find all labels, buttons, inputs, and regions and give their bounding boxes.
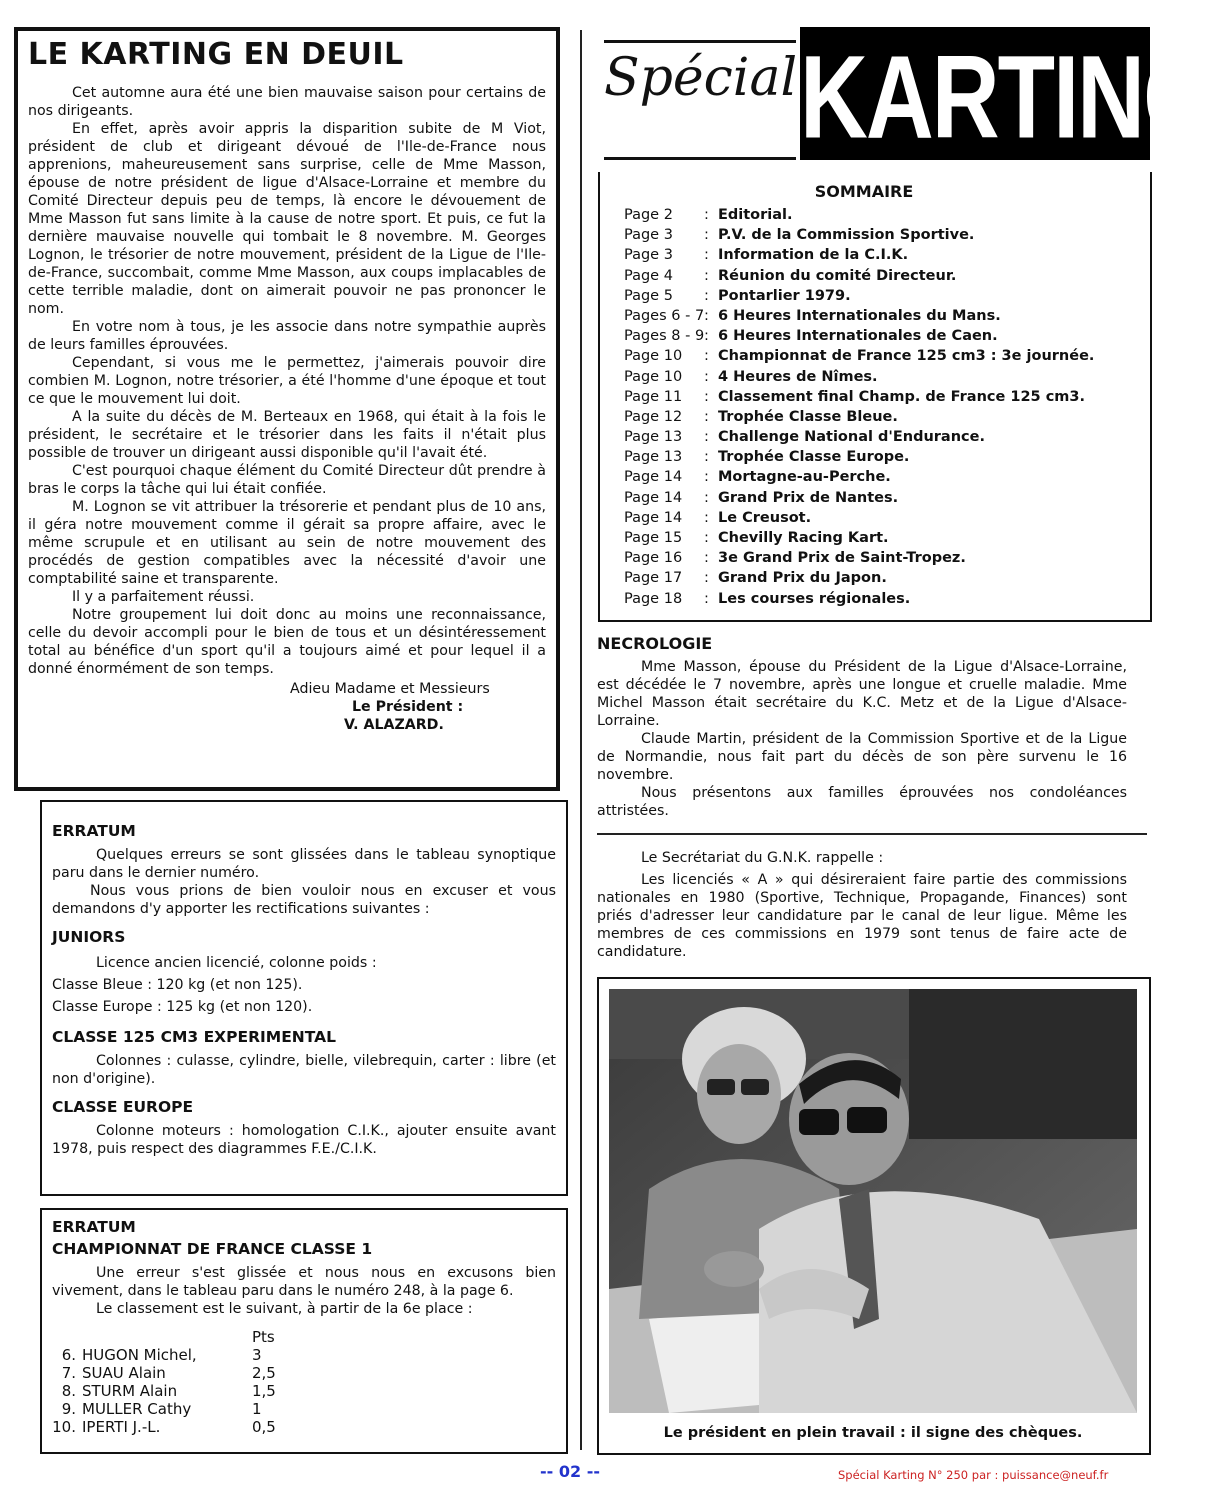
sommaire-title-entry: Grand Prix de Nantes.: [718, 489, 899, 506]
sommaire-title-entry: Mortagne-au-Perche.: [718, 469, 891, 486]
sommaire-page: Page 12: [624, 408, 683, 425]
sommaire-item: Page 13 : Challenge National d'Endurance.: [624, 429, 1094, 449]
sommaire-title-entry: 3e Grand Prix de Saint-Tropez.: [718, 550, 966, 567]
header-rule: [604, 40, 796, 43]
sommaire-item: Page 3 : Information de la C.I.K.: [624, 247, 1094, 267]
sommaire-item: Page 14 : Le Creusot.: [624, 510, 1094, 530]
photo-president-signing: [609, 989, 1137, 1413]
sommaire-item: Page 17 : Grand Prix du Japon.: [624, 570, 1094, 590]
paragraph: Claude Martin, président de la Commission Sportive et de la Ligue de Normandie, nous fait part du décès de son père survenu le 16 novembre.: [597, 731, 1127, 783]
paragraph: Il y a parfaitement réussi.: [72, 589, 255, 605]
paragraph: Notre groupement lui doit donc au moins une reconnaissance, celle du devoir accompli pour le bien de tous et un désintéressement total au bénéfice d'un sport qu'il a toujours aimé et pour lequel il a donné énormément de son temps.: [28, 607, 546, 677]
sommaire-title-entry: Trophée Classe Europe.: [718, 449, 910, 466]
sommaire-title-entry: Les courses régionales.: [718, 590, 911, 607]
sommaire-page: Page 17: [624, 570, 683, 587]
text-line: Classe Europe : 125 kg (et non 120).: [52, 999, 313, 1015]
sommaire-page: Page 5: [624, 287, 673, 304]
sommaire-page: Pages 6 - 7: [624, 307, 705, 324]
signature-name: V. ALAZARD.: [344, 717, 444, 733]
ranking-table: [52, 1328, 556, 1436]
sommaire-title-entry: 6 Heures Internationales de Caen.: [718, 328, 998, 345]
farewell: Adieu Madame et Messieurs: [290, 681, 490, 697]
sommaire-title-entry: Trophée Classe Bleue.: [718, 408, 898, 425]
sommaire-title-entry: Information de la C.I.K.: [718, 247, 909, 264]
sommaire-item: Page 16 : 3e Grand Prix de Saint-Tropez.: [624, 550, 1094, 570]
table-row: 6. HUGON Michel, 3: [61, 1346, 262, 1364]
sommaire-item: Page 13 : Trophée Classe Europe.: [624, 449, 1094, 469]
sommaire-page: Page 18: [624, 590, 683, 607]
sommaire-item: Page 10 : Championnat de France 125 cm3 : 3e journée.: [624, 348, 1094, 368]
sommaire-item: Pages 8 - 9 : 6 Heures Internationales de Caen.: [624, 328, 1094, 348]
sommaire-page: Page 10: [624, 348, 683, 365]
column-divider: [580, 30, 582, 1450]
paragraph: En effet, après avoir appris la disparition subite de M Viot, président de club et dirigeant dévoué de l'Ile-de-France nous apprenions, maheureusement sans surprise, celle de Mme Masson, épouse de notre président de ligue d'Alsace-Lorraine et membre du Comité Directeur depuis peu de temps, là encore le dévouement de Mme Masson fut sans limite à la cause de notre sport. Et puis, ce fut la dernière mauvaise nouvelle qui tombait le 8 novembre. M. Georges Lognon, le trésorier de notre mouvement, président de la Ligue de l'Ile-de-France, succombait, comme Mme Masson, aux coups implacables de cette terrible maladie, dont on aimerait pouvoir ne pas prononcer le nom.: [28, 121, 546, 317]
article-body: [28, 84, 546, 734]
paragraph: Colonne moteurs : homologation C.I.K., ajouter ensuite avant 1978, puis respect des diagrammes F.E./C.I.K.: [52, 1123, 556, 1157]
text-line: Classe Bleue : 120 kg (et non 125).: [52, 977, 303, 993]
sommaire-item: Page 2 : Editorial.: [624, 207, 1094, 227]
paragraph: Cet automne aura été une bien mauvaise saison pour certains de nos dirigeants.: [28, 85, 546, 119]
section-title-juniors: JUNIORS: [52, 928, 126, 946]
paragraph: Mme Masson, épouse du Président de la Ligue d'Alsace-Lorraine, est décédée le 7 novembre, après une longue et cruelle maladie. Mme Michel Masson était secrétaire du K.C. Metz et de la Ligue d'Alsace-Lorraine.: [597, 659, 1127, 729]
sommaire-list: [624, 207, 1094, 611]
footer-credit: Spécial Karting N° 250 par : puissance@neuf.fr: [838, 1468, 1109, 1482]
gnk-notice: [597, 849, 1127, 961]
sommaire-title-entry: Challenge National d'Endurance.: [718, 429, 985, 446]
sommaire-title-entry: Pontarlier 1979.: [718, 287, 851, 304]
sommaire-title-entry: Grand Prix du Japon.: [718, 570, 887, 587]
article-karting-en-deuil: [14, 27, 560, 791]
sommaire-page: Page 14: [624, 469, 683, 486]
text-line: Licence ancien licencié, colonne poids :: [96, 955, 377, 971]
paragraph: Les licenciés « A » qui désireraient faire partie des commissions nationales en 1980 (Sportive, Technique, Propagande, Finances) sont priés d'adresser leur candidature par le canal de leur ligue. Même les membres de ces commissions en 1979 sont tenus de faire acte de candidature.: [597, 872, 1127, 960]
paragraph: Le classement est le suivant, à partir de la 6e place :: [96, 1301, 473, 1317]
sommaire-item: Page 14 : Mortagne-au-Perche.: [624, 469, 1094, 489]
table-row: 7. SUAU Alain 2,5: [61, 1364, 276, 1382]
erratum-box-2: [40, 1208, 568, 1454]
sommaire-title-entry: Editorial.: [718, 207, 793, 223]
erratum-box-1: [40, 800, 568, 1196]
sommaire-item: Page 18 : Les courses régionales.: [624, 591, 1094, 611]
sommaire-page: Page 15: [624, 530, 683, 546]
sommaire-item: Page 4 : Réunion du comité Directeur.: [624, 268, 1094, 288]
header-special: Spécial: [604, 48, 798, 108]
photo-caption: Le président en plein travail : il signe des chèques.: [663, 1425, 1083, 1441]
sommaire-page: Page 13: [624, 429, 683, 446]
signature-role: Le Président :: [352, 699, 464, 715]
sommaire-page: Page 13: [624, 449, 683, 466]
paragraph: C'est pourquoi chaque élément du Comité Directeur dût prendre à bras le corps la tâche qui lui était confiée.: [28, 463, 546, 497]
sommaire-page: Page 3: [624, 247, 673, 264]
paragraph: M. Lognon se vit attribuer la trésorerie et pendant plus de 10 ans, il géra notre mouvement comme il gérait sa propre affaire, avec le même scrupule et en utilisant au sein de notre mouvement des procédés de gestion compatibles avec la nécessité d'avoir une comptabilité saine et transparente.: [28, 499, 546, 587]
section-divider: [597, 833, 1147, 835]
paragraph: Quelques erreurs se sont glissées dans le tableau synoptique paru dans le dernier numéro.: [52, 847, 556, 881]
article-title: LE KARTING EN DEUIL: [28, 37, 404, 72]
section-title-europe: CLASSE EUROPE: [52, 1098, 194, 1116]
sommaire-item: Page 5 : Pontarlier 1979.: [624, 288, 1094, 308]
sommaire-page: Page 10: [624, 368, 683, 385]
sommaire-page: Page 2: [624, 207, 673, 223]
page-number: -- 02 --: [540, 1462, 600, 1481]
header-rule: [604, 157, 796, 160]
paragraph: Colonnes : culasse, cylindre, bielle, vilebrequin, carter : libre (et non d'origine).: [52, 1053, 556, 1087]
necrologie-title: NECROLOGIE: [597, 634, 713, 653]
sommaire-title-entry: P.V. de la Commission Sportive.: [718, 227, 975, 244]
paragraph: Nous vous prions de bien vouloir nous en excuser et vous demandons d'y apporter les rectifications suivantes :: [52, 883, 556, 917]
paragraph: En votre nom à tous, je les associe dans notre sympathie auprès de leurs familles éprouvées.: [28, 319, 546, 353]
sommaire-title: SOMMAIRE: [814, 182, 914, 201]
header-karting: KARTING: [800, 31, 1214, 163]
points-header: Pts: [252, 1328, 275, 1346]
sommaire-item: Page 10 : 4 Heures de Nîmes.: [624, 369, 1094, 389]
sommaire-page: Page 16: [624, 550, 683, 567]
erratum-title: ERRATUM: [52, 822, 136, 840]
sommaire-page: Page 11: [624, 388, 683, 405]
sommaire-item: Page 12 : Trophée Classe Bleue.: [624, 409, 1094, 429]
erratum-subtitle: CHAMPIONNAT DE FRANCE CLASSE 1: [52, 1240, 373, 1258]
sommaire-item: Page 11 : Classement final Champ. de France 125 cm3.: [624, 389, 1094, 409]
section-title-experimental: CLASSE 125 CM3 EXPERIMENTAL: [52, 1028, 337, 1046]
paragraph: A la suite du décès de M. Berteaux en 1968, qui était à la fois le président, le secrétaire et le trésorier dans les faits il n'était plus possible de trouver un dirigeant aussi disponible qu'il l'avait été.: [28, 409, 546, 461]
sommaire-item: Pages 6 - 7 : 6 Heures Internationales du Mans.: [624, 308, 1094, 328]
sommaire-title-entry: Chevilly Racing Kart.: [718, 530, 889, 546]
sommaire-item: Page 14 : Grand Prix de Nantes.: [624, 490, 1094, 510]
sommaire-page: Page 14: [624, 509, 683, 526]
sommaire-page: Page 14: [624, 489, 683, 506]
sommaire-page: Page 4: [624, 267, 673, 284]
paragraph: Nous présentons aux familles éprouvées nos condoléances attristées.: [597, 785, 1127, 819]
table-row: 10. IPERTI J.-L. 0,5: [52, 1418, 276, 1436]
sommaire-title-entry: Classement final Champ. de France 125 cm3.: [718, 388, 1085, 405]
sommaire-title-entry: 6 Heures Internationales du Mans.: [718, 307, 1001, 324]
paragraph: Le Secrétariat du G.N.K. rappelle :: [641, 850, 884, 866]
paragraph: Cependant, si vous me le permettez, j'aimerais pouvoir dire combien M. Lognon, notre trésorier, a été l'homme d'une époque et tout ce que le mouvement lui doit.: [28, 355, 546, 407]
sommaire-item: Page 15 : Chevilly Racing Kart.: [624, 530, 1094, 550]
paragraph: Une erreur s'est glissée et nous nous en excusons bien vivement, dans le tableau paru dans le numéro 248, à la page 6.: [52, 1265, 556, 1299]
sommaire-page: Page 3: [624, 227, 673, 244]
sommaire-page: Pages 8 - 9: [624, 328, 705, 345]
sommaire-title-entry: Championnat de France 125 cm3 : 3e journée.: [718, 348, 1095, 365]
sommaire-title-entry: Le Creusot.: [718, 509, 812, 526]
erratum-title: ERRATUM: [52, 1218, 136, 1236]
table-row: 9. MULLER Cathy 1: [61, 1400, 262, 1418]
sommaire-title-entry: 4 Heures de Nîmes.: [718, 368, 878, 385]
table-row: 8. STURM Alain 1,5: [61, 1382, 276, 1400]
sommaire-item: Page 3 : P.V. de la Commission Sportive.: [624, 227, 1094, 247]
necrologie-body: [597, 658, 1127, 820]
sommaire-title-entry: Réunion du comité Directeur.: [718, 267, 957, 284]
